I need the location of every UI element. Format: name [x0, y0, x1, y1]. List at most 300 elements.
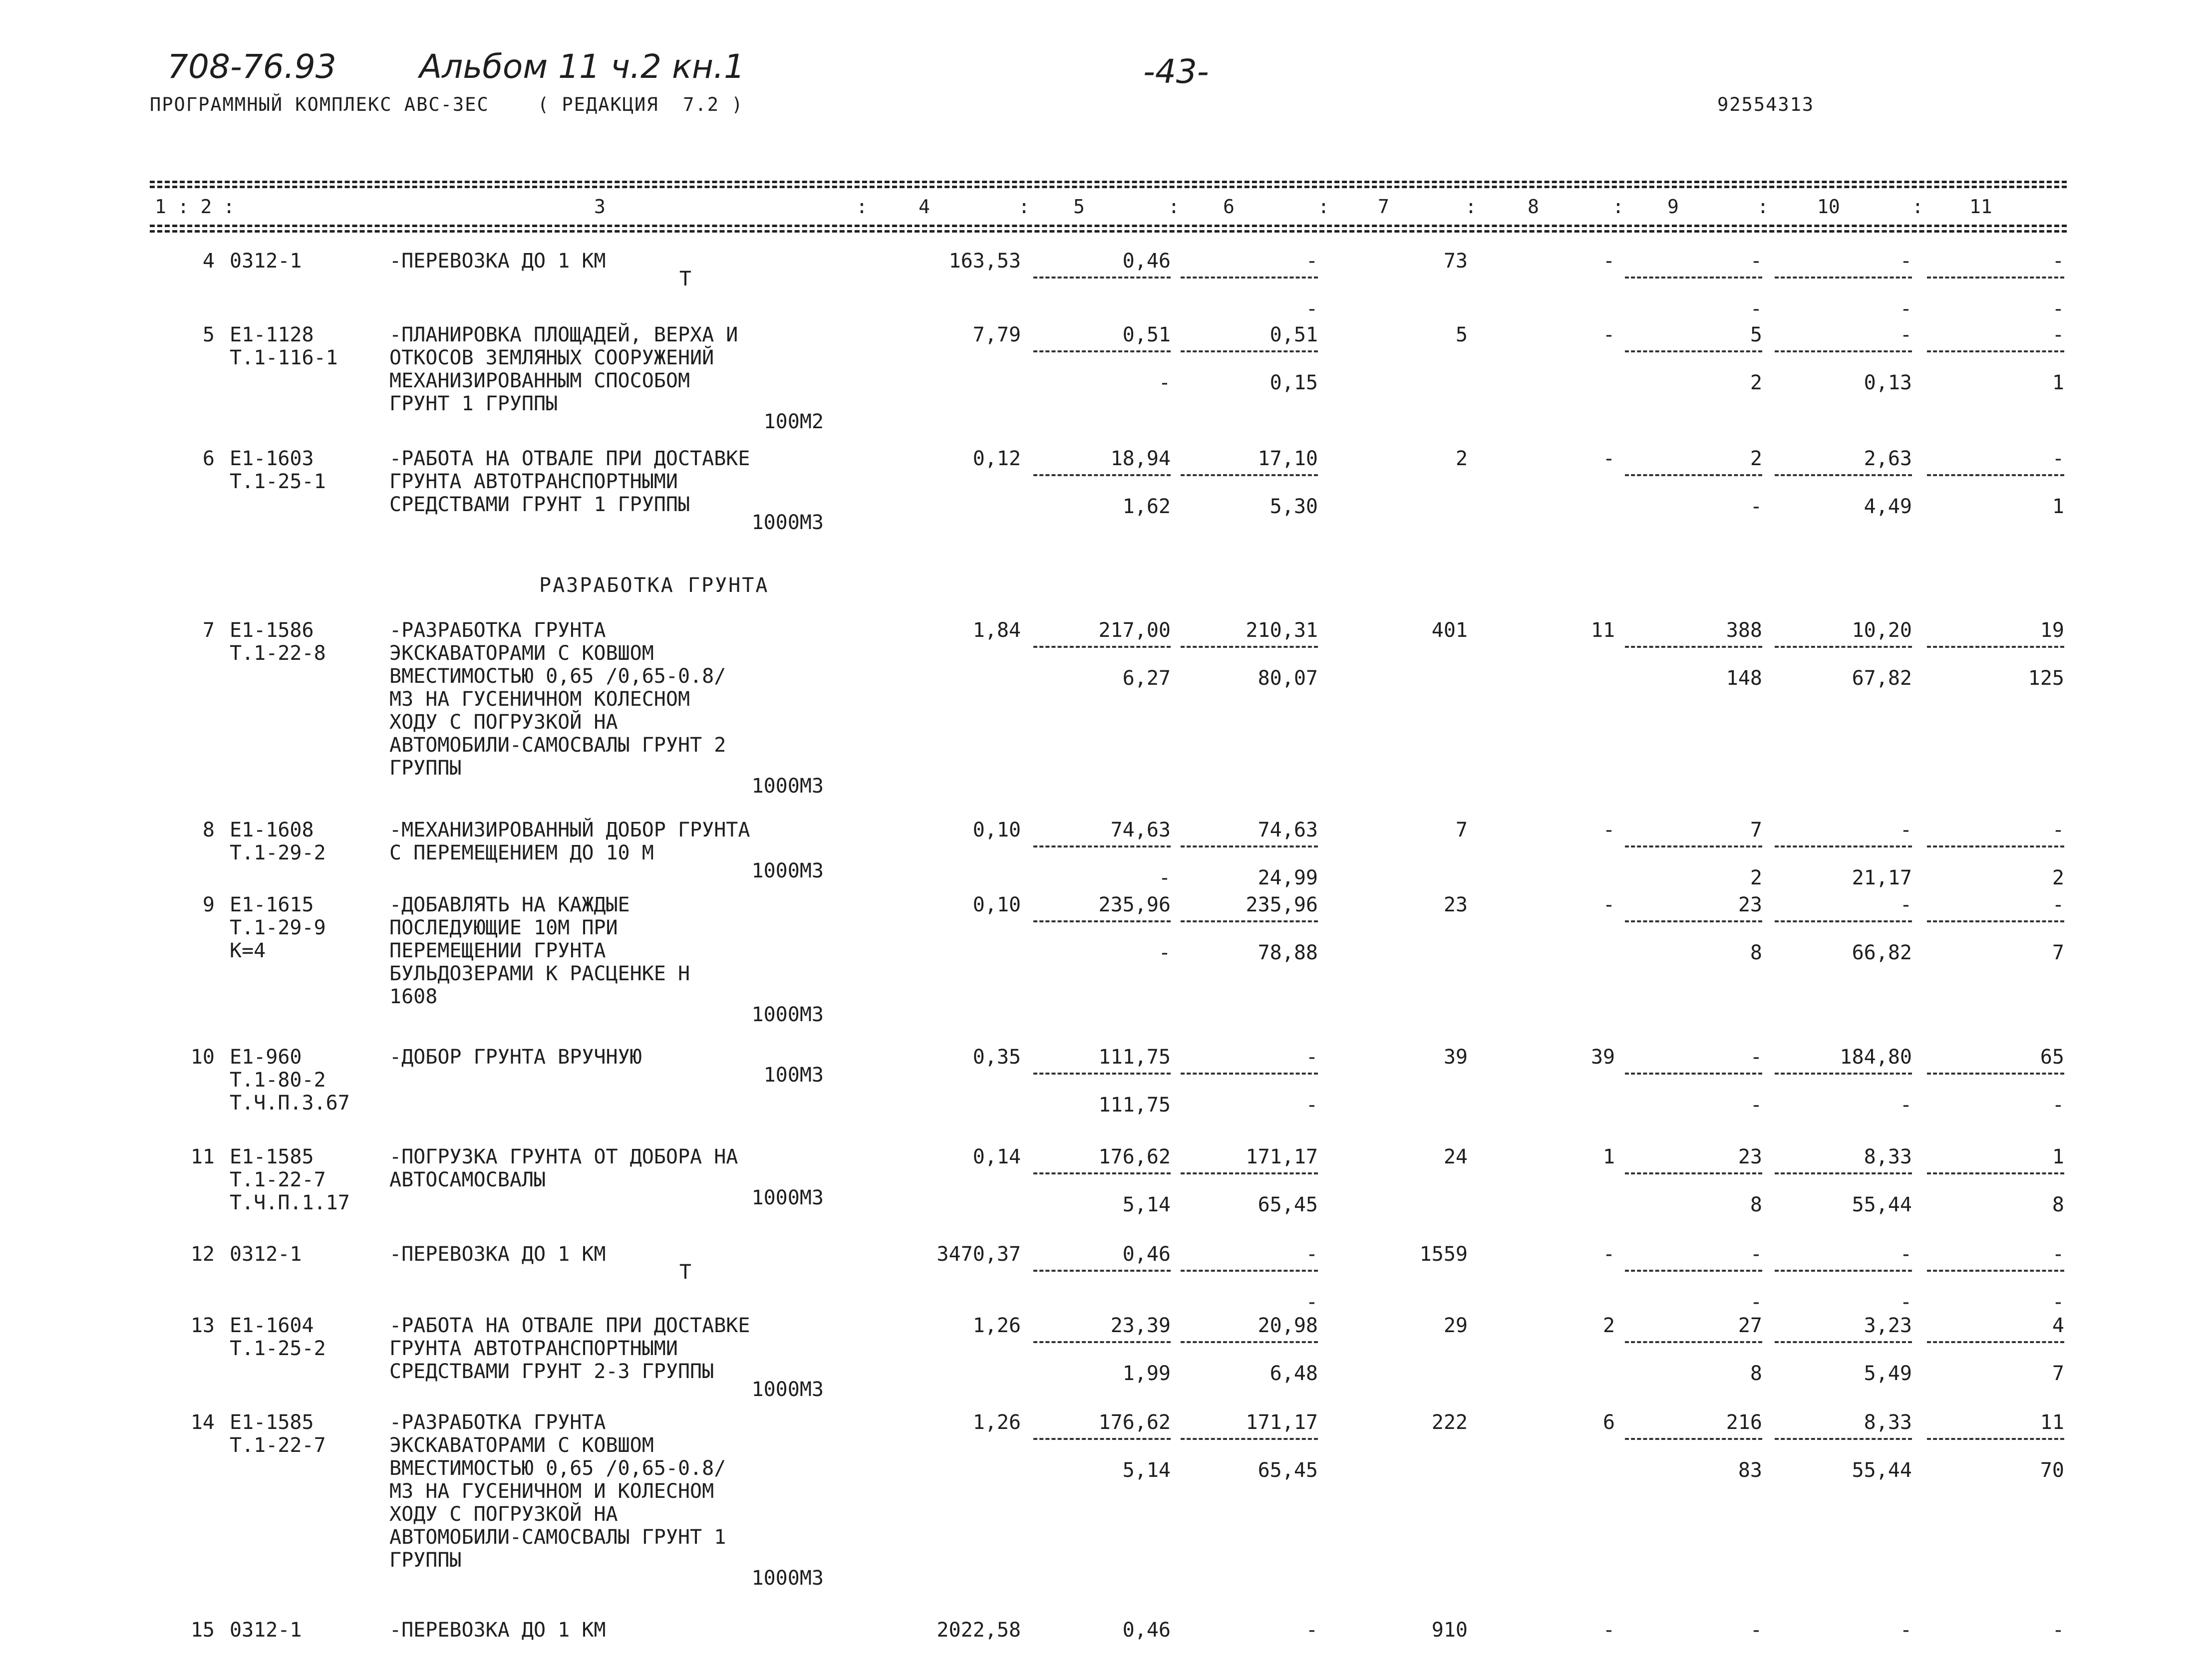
row-c10-top: 184,80	[1840, 1046, 1912, 1069]
row-description: ГРУНТА АВТОТРАНСПОРТНЫМИ	[389, 470, 678, 493]
row-unit: 1000М3	[751, 775, 824, 798]
fraction-line	[1775, 1438, 1912, 1440]
row-description: АВТОМОБИЛИ-САМОСВАЛЫ ГРУНТ 2	[389, 734, 726, 757]
fraction-line	[1927, 350, 2064, 352]
page-number: -43-	[1143, 52, 1209, 91]
row-c6-bottom: 78,88	[1258, 941, 1318, 964]
fraction-line	[1033, 845, 1171, 847]
row-description: -РАБОТА НА ОТВАЛЕ ПРИ ДОСТАВКЕ	[389, 447, 750, 470]
fraction-line	[1775, 1172, 1912, 1174]
row-code: Е1-960	[230, 1046, 302, 1069]
row-c10-top: 2,63	[1864, 447, 1912, 470]
row-c9-bottom: 8	[1750, 1193, 1762, 1216]
row-c9-top: 388	[1726, 619, 1762, 642]
row-description: АВТОМОБИЛИ-САМОСВАЛЫ ГРУНТ 1	[389, 1526, 726, 1549]
column-header-4: :	[1018, 196, 1030, 218]
fraction-line	[1625, 350, 1762, 352]
row-c11-top: -	[2052, 1619, 2064, 1642]
row-c11-top: 65	[2040, 1046, 2064, 1069]
row-unit: 1000М3	[751, 1186, 824, 1209]
row-description: АВТОСАМОСВАЛЫ	[389, 1168, 546, 1191]
fraction-line	[1775, 277, 1912, 279]
row-code: 0312-1	[230, 1243, 302, 1266]
row-col8: 6	[1602, 1411, 1615, 1434]
row-c9-top: 2	[1750, 447, 1762, 470]
row-description: -РАБОТА НА ОТВАЛЕ ПРИ ДОСТАВКЕ	[389, 1314, 750, 1337]
row-c10-top: 10,20	[1852, 619, 1912, 642]
row-code: Е1-1615	[230, 893, 314, 916]
row-c6-top: 17,10	[1258, 447, 1318, 470]
fraction-line	[1625, 1073, 1762, 1075]
row-c11-top: -	[2052, 893, 2064, 916]
row-code: Т.1-29-9	[230, 916, 326, 939]
row-code: Е1-1604	[230, 1314, 314, 1337]
row-c9-bottom: 2	[1750, 371, 1762, 394]
row-c9-top: 216	[1726, 1411, 1762, 1434]
fraction-line	[1775, 350, 1912, 352]
row-c11-bottom: 1	[2052, 495, 2064, 518]
row-c10-bottom: -	[1899, 1094, 1912, 1117]
row-c10-bottom: 4,49	[1864, 495, 1912, 518]
row-number: 9	[202, 893, 215, 916]
fraction-line	[1033, 1073, 1171, 1075]
row-c5-bottom: 1,99	[1122, 1362, 1171, 1385]
row-col7: 401	[1431, 619, 1468, 642]
row-description: СРЕДСТВАМИ ГРУНТ 1 ГРУППЫ	[389, 493, 690, 516]
fraction-line	[1033, 474, 1171, 476]
fraction-line	[1625, 1270, 1762, 1272]
fraction-line	[1181, 920, 1318, 922]
column-header-10: :	[1465, 196, 1477, 218]
fraction-line	[1181, 646, 1318, 648]
row-quantity: 0,12	[972, 447, 1021, 470]
fraction-line	[1033, 1270, 1171, 1272]
row-c11-bottom: 7	[2052, 941, 2064, 964]
row-unit: 1000М3	[751, 1567, 824, 1590]
row-description: -РАЗРАБОТКА ГРУНТА	[389, 619, 606, 642]
row-col7: 29	[1443, 1314, 1468, 1337]
fraction-line	[1775, 1341, 1912, 1343]
row-c11-top: -	[2052, 447, 2064, 470]
program-line: ПРОГРАММНЫЙ КОМПЛЕКС АВС-3ЕС ( РЕДАКЦИЯ 7.2 )	[150, 94, 744, 115]
row-c9-top: 7	[1750, 819, 1762, 841]
fraction-line	[1927, 474, 2064, 476]
fraction-line	[1033, 646, 1171, 648]
row-c5-top: 0,51	[1122, 323, 1171, 346]
row-c11-top: 19	[2040, 619, 2064, 642]
row-c6-bottom: 65,45	[1258, 1459, 1318, 1482]
row-c5-top: 74,63	[1110, 819, 1171, 841]
row-description: ВМЕСТИМОСТЬЮ 0,65 /0,65-0.8/	[389, 1457, 726, 1480]
row-col8: 1	[1602, 1145, 1615, 1168]
row-unit: Т	[679, 268, 691, 290]
row-c9-top: -	[1750, 1619, 1762, 1642]
row-description: М3 НА ГУСЕНИЧНОМ КОЛЕСНОМ	[389, 688, 690, 711]
fraction-line	[1625, 1438, 1762, 1440]
row-col8: -	[1602, 819, 1615, 841]
column-header-6: :	[1168, 196, 1180, 218]
row-c10-top: 8,33	[1864, 1411, 1912, 1434]
row-c5-top: 0,46	[1122, 1619, 1171, 1642]
row-col8: 2	[1602, 1314, 1615, 1337]
row-description: ПОСЛЕДУЮЩИЕ 10М ПРИ	[389, 916, 618, 939]
row-c9-top: 23	[1738, 1145, 1762, 1168]
row-c6-top: 210,31	[1246, 619, 1318, 642]
fraction-line	[1775, 1073, 1912, 1075]
row-c5-bottom: 111,75	[1098, 1094, 1171, 1117]
row-code: Т.1-22-8	[230, 642, 326, 665]
row-c6-top: 171,17	[1246, 1145, 1318, 1168]
row-c5-bottom: 1,62	[1122, 495, 1171, 518]
row-c9-top: 5	[1750, 323, 1762, 346]
row-c5-bottom: -	[1158, 371, 1171, 394]
column-header-0: 1 : 2 :	[155, 196, 235, 218]
column-header-11: 8	[1528, 196, 1539, 218]
row-code: К=4	[230, 939, 266, 962]
album-reference: 708-76.93	[167, 47, 336, 86]
row-quantity: 163,53	[948, 250, 1021, 273]
column-header-8: :	[1318, 196, 1329, 218]
fraction-line	[1181, 474, 1318, 476]
row-description: СРЕДСТВАМИ ГРУНТ 2-3 ГРУППЫ	[389, 1360, 714, 1383]
row-col8: -	[1602, 893, 1615, 916]
row-code: Т.1-25-2	[230, 1337, 326, 1360]
column-header-9: 7	[1378, 196, 1389, 218]
row-code: Т.1-116-1	[230, 346, 338, 369]
row-description: ОТКОСОВ ЗЕМЛЯНЫХ СООРУЖЕНИЙ	[389, 346, 714, 369]
row-c10-top: -	[1899, 893, 1912, 916]
row-code: Т.Ч.П.1.17	[230, 1191, 350, 1214]
row-description: ВМЕСТИМОСТЬЮ 0,65 /0,65-0.8/	[389, 665, 726, 688]
row-description: -ПОГРУЗКА ГРУНТА ОТ ДОБОРА НА	[389, 1145, 738, 1168]
row-col8: -	[1602, 250, 1615, 273]
fraction-line	[1927, 845, 2064, 847]
fraction-line	[1033, 1438, 1171, 1440]
row-c6-top: 171,17	[1246, 1411, 1318, 1434]
row-description: -ДОБАВЛЯТЬ НА КАЖДЫЕ	[389, 893, 630, 916]
row-c6-bottom: -	[1305, 1291, 1318, 1314]
row-number: 6	[202, 447, 215, 470]
row-c6-bottom: -	[1305, 1094, 1318, 1117]
header-rule-bottom	[150, 225, 2067, 227]
fraction-line	[1927, 646, 2064, 648]
row-c5-bottom: 5,14	[1122, 1459, 1171, 1482]
row-c5-top: 217,00	[1098, 619, 1171, 642]
row-c5-top: 0,46	[1122, 1243, 1171, 1266]
row-c11-top: -	[2052, 250, 2064, 273]
column-header-2: :	[856, 196, 868, 218]
row-c5-top: 176,62	[1098, 1411, 1171, 1434]
fraction-line	[1625, 1341, 1762, 1343]
row-description: -ПЕРЕВОЗКА ДО 1 КМ	[389, 250, 606, 273]
row-unit: 1000М3	[751, 1003, 824, 1026]
column-header-12: :	[1612, 196, 1624, 218]
row-c6-top: 0,51	[1269, 323, 1318, 346]
row-number: 14	[190, 1411, 215, 1434]
fraction-line	[1181, 1270, 1318, 1272]
row-c10-top: -	[1899, 1619, 1912, 1642]
row-col8: -	[1602, 323, 1615, 346]
row-c9-bottom: 83	[1738, 1459, 1762, 1482]
column-header-13: 9	[1667, 196, 1679, 218]
row-c10-bottom: 55,44	[1852, 1459, 1912, 1482]
fraction-line	[1927, 1073, 2064, 1075]
header-rule-bottom-2	[150, 230, 2067, 233]
row-number: 8	[202, 819, 215, 841]
row-c11-top: -	[2052, 819, 2064, 841]
row-c11-bottom: -	[2052, 1291, 2064, 1314]
fraction-line	[1927, 920, 2064, 922]
row-description: ХОДУ С ПОГРУЗКОЙ НА	[389, 1503, 618, 1526]
row-c11-bottom: 7	[2052, 1362, 2064, 1385]
row-code: Е1-1603	[230, 447, 314, 470]
row-c11-top: -	[2052, 323, 2064, 346]
fraction-line	[1181, 845, 1318, 847]
row-number: 13	[190, 1314, 215, 1337]
row-col8: 11	[1590, 619, 1615, 642]
row-description: ГРУНТ 1 ГРУППЫ	[389, 392, 558, 415]
row-number: 10	[190, 1046, 215, 1069]
row-c10-top: -	[1899, 819, 1912, 841]
fraction-line	[1181, 1172, 1318, 1174]
document-code: 92554313	[1717, 94, 1815, 115]
row-c10-top: 8,33	[1864, 1145, 1912, 1168]
row-description: -ПЛАНИРОВКА ПЛОЩАДЕЙ, ВЕРХА И	[389, 323, 738, 346]
fraction-line	[1625, 474, 1762, 476]
row-code: Т.1-22-7	[230, 1168, 326, 1191]
row-c11-bottom: -	[2052, 297, 2064, 320]
row-code: Е1-1128	[230, 323, 314, 346]
row-unit: 100М2	[763, 410, 824, 433]
row-col8: 39	[1590, 1046, 1615, 1069]
row-description: 1608	[389, 985, 438, 1008]
row-description: ГРУППЫ	[389, 1549, 462, 1572]
row-c9-top: 23	[1738, 893, 1762, 916]
fraction-line	[1775, 1270, 1912, 1272]
row-c9-top: -	[1750, 1243, 1762, 1266]
row-number: 12	[190, 1243, 215, 1266]
fraction-line	[1927, 1172, 2064, 1174]
row-description: -ПЕРЕВОЗКА ДО 1 КМ	[389, 1243, 606, 1266]
row-c9-top: 27	[1738, 1314, 1762, 1337]
column-header-1: 3	[594, 196, 606, 218]
row-c5-bottom: 5,14	[1122, 1193, 1171, 1216]
row-c10-bottom: 21,17	[1852, 866, 1912, 889]
row-col7: 5	[1455, 323, 1468, 346]
row-c9-bottom: 2	[1750, 866, 1762, 889]
section-title: РАЗРАБОТКА ГРУНТА	[539, 574, 769, 597]
row-code: Т.1-29-2	[230, 841, 326, 864]
row-col7: 222	[1431, 1411, 1468, 1434]
fraction-line	[1181, 1073, 1318, 1075]
row-code: 0312-1	[230, 250, 302, 273]
row-c9-bottom: 148	[1726, 667, 1762, 690]
row-description: БУЛЬДОЗЕРАМИ К РАСЦЕНКЕ Н	[389, 962, 690, 985]
fraction-line	[1927, 1270, 2064, 1272]
row-number: 4	[202, 250, 215, 273]
fraction-line	[1033, 920, 1171, 922]
row-c5-top: 176,62	[1098, 1145, 1171, 1168]
row-code: Е1-1608	[230, 819, 314, 841]
row-number: 15	[190, 1619, 215, 1642]
row-code: 0312-1	[230, 1619, 302, 1642]
album-title: Альбом 11 ч.2 кн.1	[419, 47, 745, 86]
row-code: Т.Ч.П.3.67	[230, 1092, 350, 1115]
row-description: ХОДУ С ПОГРУЗКОЙ НА	[389, 711, 618, 734]
fraction-line	[1927, 277, 2064, 279]
row-unit: 1000М3	[751, 511, 824, 534]
row-c5-bottom: -	[1158, 941, 1171, 964]
fraction-line	[1181, 1341, 1318, 1343]
row-c11-top: 4	[2052, 1314, 2064, 1337]
row-c10-bottom: 55,44	[1852, 1193, 1912, 1216]
row-c6-bottom: 6,48	[1269, 1362, 1318, 1385]
fraction-line	[1625, 646, 1762, 648]
row-quantity: 7,79	[972, 323, 1021, 346]
column-header-17: 11	[1969, 196, 1992, 218]
row-c5-top: 111,75	[1098, 1046, 1171, 1069]
row-col8: -	[1602, 1243, 1615, 1266]
row-c5-top: 18,94	[1110, 447, 1171, 470]
row-col7: 24	[1443, 1145, 1468, 1168]
row-c5-top: 235,96	[1098, 893, 1171, 916]
row-c6-bottom: 24,99	[1258, 866, 1318, 889]
row-col7: 73	[1443, 250, 1468, 273]
row-description: ГРУППЫ	[389, 757, 462, 780]
row-quantity: 1,84	[972, 619, 1021, 642]
row-c6-top: -	[1305, 250, 1318, 273]
fraction-line	[1033, 1341, 1171, 1343]
fraction-line	[1625, 845, 1762, 847]
fraction-line	[1927, 1341, 2064, 1343]
row-description: ЭКСКАВАТОРАМИ С КОВШОМ	[389, 642, 654, 665]
row-c5-bottom: -	[1158, 866, 1171, 889]
row-quantity: 0,10	[972, 819, 1021, 841]
row-c10-top: -	[1899, 250, 1912, 273]
row-c11-top: -	[2052, 1243, 2064, 1266]
row-col7: 7	[1455, 819, 1468, 841]
row-c10-bottom: 0,13	[1864, 371, 1912, 394]
row-c9-bottom: -	[1750, 1291, 1762, 1314]
row-c10-top: -	[1899, 1243, 1912, 1266]
row-quantity: 0,10	[972, 893, 1021, 916]
row-description: ПЕРЕМЕЩЕНИИ ГРУНТА	[389, 939, 606, 962]
row-code: Е1-1586	[230, 619, 314, 642]
row-number: 5	[202, 323, 215, 346]
fraction-line	[1033, 277, 1171, 279]
fraction-line	[1775, 845, 1912, 847]
fraction-line	[1181, 1438, 1318, 1440]
row-c6-bottom: 65,45	[1258, 1193, 1318, 1216]
fraction-line	[1775, 920, 1912, 922]
column-header-16: :	[1912, 196, 1923, 218]
row-c6-bottom: 0,15	[1269, 371, 1318, 394]
row-col7: 39	[1443, 1046, 1468, 1069]
row-c11-bottom: 2	[2052, 866, 2064, 889]
row-c6-bottom: -	[1305, 297, 1318, 320]
row-unit: 1000М3	[751, 1378, 824, 1401]
row-c9-bottom: -	[1750, 495, 1762, 518]
fraction-line	[1775, 646, 1912, 648]
row-c10-bottom: -	[1899, 1291, 1912, 1314]
row-c9-bottom: 8	[1750, 1362, 1762, 1385]
row-c5-top: 23,39	[1110, 1314, 1171, 1337]
row-col7: 2	[1455, 447, 1468, 470]
row-quantity: 0,14	[972, 1145, 1021, 1168]
row-quantity: 1,26	[972, 1411, 1021, 1434]
row-c9-top: -	[1750, 1046, 1762, 1069]
column-header-15: 10	[1817, 196, 1840, 218]
row-description: С ПЕРЕМЕЩЕНИЕМ ДО 10 М	[389, 841, 654, 864]
row-code: Т.1-25-1	[230, 470, 326, 493]
column-header-7: 6	[1223, 196, 1235, 218]
header-rule-top-2	[150, 186, 2067, 188]
row-number: 7	[202, 619, 215, 642]
fraction-line	[1625, 277, 1762, 279]
row-quantity: 1,26	[972, 1314, 1021, 1337]
fraction-line	[1625, 1172, 1762, 1174]
row-c11-bottom: 125	[2028, 667, 2064, 690]
row-quantity: 0,35	[972, 1046, 1021, 1069]
row-code: Е1-1585	[230, 1411, 314, 1434]
fraction-line	[1625, 920, 1762, 922]
row-c5-top: 0,46	[1122, 250, 1171, 273]
fraction-line	[1927, 1438, 2064, 1440]
row-quantity: 2022,58	[937, 1619, 1021, 1642]
row-description: ГРУНТА АВТОТРАНСПОРТНЫМИ	[389, 1337, 678, 1360]
row-c10-top: -	[1899, 323, 1912, 346]
column-header-5: 5	[1073, 196, 1085, 218]
fraction-line	[1181, 277, 1318, 279]
row-c11-bottom: 8	[2052, 1193, 2064, 1216]
row-description: -МЕХАНИЗИРОВАННЫЙ ДОБОР ГРУНТА	[389, 819, 750, 841]
row-c11-top: 1	[2052, 1145, 2064, 1168]
row-c6-bottom: 80,07	[1258, 667, 1318, 690]
fraction-line	[1181, 350, 1318, 352]
column-header-14: :	[1757, 196, 1769, 218]
row-code: Е1-1585	[230, 1145, 314, 1168]
row-c10-bottom: -	[1899, 297, 1912, 320]
row-description: МЕХАНИЗИРОВАННЫМ СПОСОБОМ	[389, 369, 690, 392]
row-c6-top: -	[1305, 1046, 1318, 1069]
row-c6-bottom: 5,30	[1269, 495, 1318, 518]
row-col8: -	[1602, 447, 1615, 470]
row-description: -ПЕРЕВОЗКА ДО 1 КМ	[389, 1619, 606, 1642]
row-c6-top: 235,96	[1246, 893, 1318, 916]
row-c10-bottom: 5,49	[1864, 1362, 1912, 1385]
row-code: Т.1-80-2	[230, 1069, 326, 1092]
row-unit: 100М3	[763, 1064, 824, 1087]
column-header-3: 4	[919, 196, 930, 218]
row-c11-bottom: 1	[2052, 371, 2064, 394]
row-c9-bottom: -	[1750, 297, 1762, 320]
header-rule-top	[150, 181, 2067, 183]
row-description: ЭКСКАВАТОРАМИ С КОВШОМ	[389, 1434, 654, 1457]
row-c5-bottom: 6,27	[1122, 667, 1171, 690]
row-description: -РАЗРАБОТКА ГРУНТА	[389, 1411, 606, 1434]
row-description: -ДОБОР ГРУНТА ВРУЧНУЮ	[389, 1046, 642, 1069]
row-c10-bottom: 67,82	[1852, 667, 1912, 690]
row-col7: 23	[1443, 893, 1468, 916]
row-unit: 1000М3	[751, 859, 824, 882]
fraction-line	[1775, 474, 1912, 476]
row-c6-top: -	[1305, 1243, 1318, 1266]
row-quantity: 3470,37	[937, 1243, 1021, 1266]
row-unit: Т	[679, 1261, 691, 1284]
row-c9-top: -	[1750, 250, 1762, 273]
fraction-line	[1033, 1172, 1171, 1174]
fraction-line	[1033, 350, 1171, 352]
